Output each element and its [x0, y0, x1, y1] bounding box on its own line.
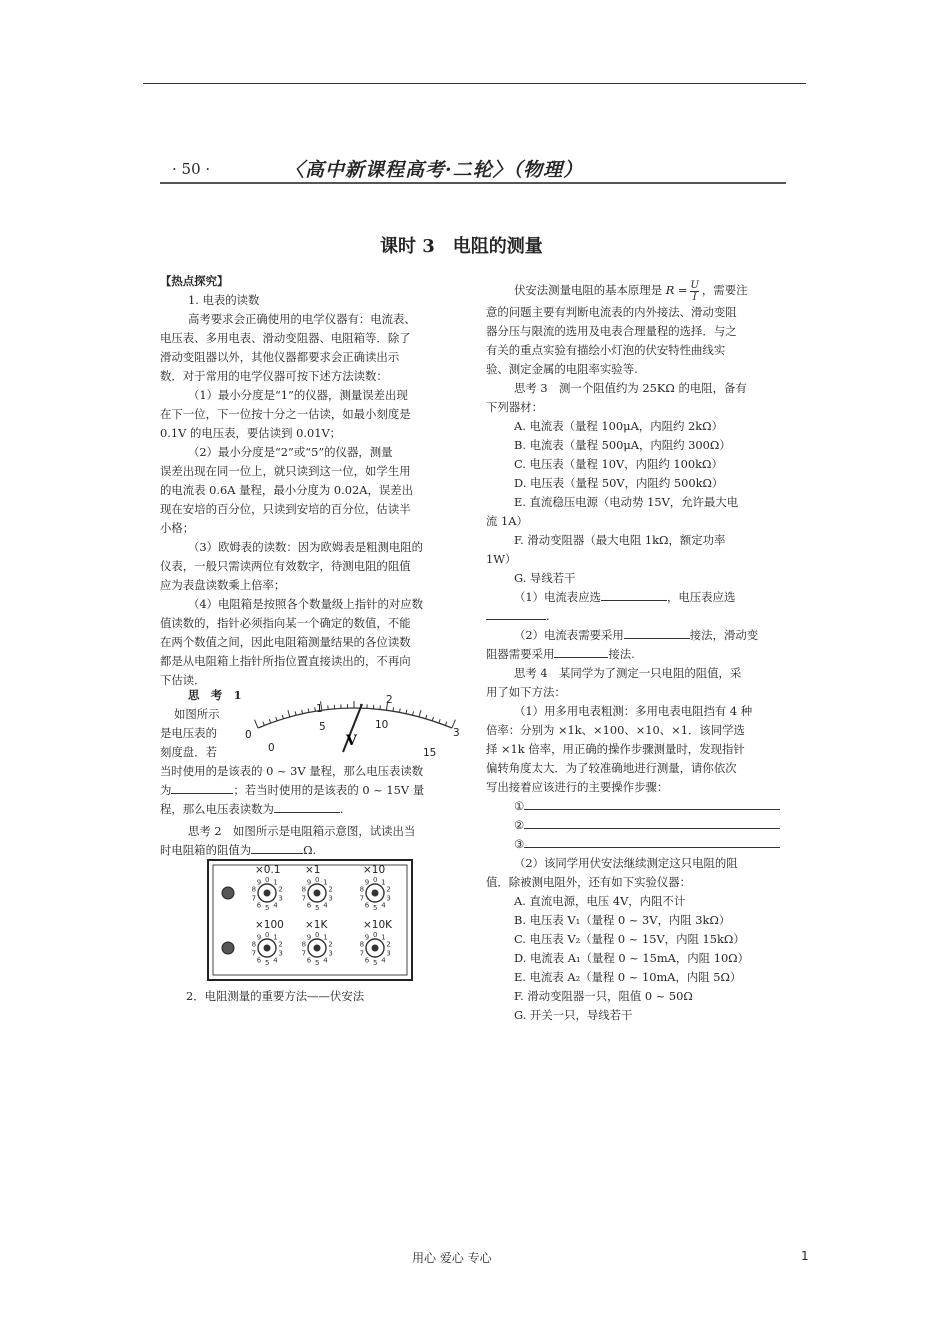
- scale-tick: [439, 719, 440, 723]
- equipment-item: F. 滑动变阻器一只，阻值 0 ~ 50Ω: [514, 988, 693, 1003]
- equipment-item: C. 电压表 V₂（量程 0 ~ 15V，内阻 15kΩ）: [514, 931, 745, 946]
- answer-blank[interactable]: [171, 781, 233, 794]
- voltmeter-dial: [240, 688, 466, 764]
- dial-digit: 5: [315, 959, 320, 967]
- dial-digit: 0: [265, 931, 270, 939]
- dial-digit: 9: [364, 878, 370, 887]
- scale-tick: [426, 715, 427, 719]
- text-line: （2）最小分度是“2”或“5”的仪器，测量: [188, 445, 393, 459]
- meter-symbol: V: [346, 733, 357, 749]
- scale-tick: [432, 717, 433, 721]
- formula-fraction: [690, 280, 698, 303]
- text-line: （2）该同学用伏安法继续测定这只电阻的阻: [514, 855, 738, 870]
- dial-hub: [372, 890, 379, 897]
- tick-label-top: 1: [316, 703, 323, 715]
- dial-digit: 2: [278, 885, 283, 894]
- equipment-item: B. 电压表 V₁（量程 0 ~ 3V，内阻 3kΩ）: [514, 912, 731, 927]
- tick-label-top: 2: [386, 694, 393, 706]
- equipment-item: G. 开关一只，导线若干: [514, 1007, 633, 1022]
- equipment-item: E. 电流表 A₂（量程 0 ~ 10mA，内阻 5Ω）: [514, 969, 742, 984]
- dial-digit: 4: [273, 956, 278, 965]
- equipment-item: C. 电压表（量程 10V，内阻约 100kΩ）: [514, 456, 723, 471]
- dial-digit: 8: [359, 940, 365, 949]
- dial-digit: 5: [265, 959, 270, 967]
- dial-digit: 2: [328, 940, 333, 949]
- text-fragment: ；若当时使用的是该表的 0 ~ 15V 量: [233, 783, 425, 797]
- text-line: 滑动变阻器以外，其他仪器都要求会正确读出示: [160, 350, 400, 364]
- text-fragment: 接法，滑动变: [689, 627, 759, 642]
- scale-tick: [419, 710, 421, 717]
- method2-line: [186, 987, 364, 1006]
- equipment-item: B. 电流表（量程 500μA，内阻约 300Ω）: [514, 437, 731, 452]
- text-line: 思考 4 某同学为了测定一只电阻的阻值，采: [514, 665, 742, 680]
- step-marker: ①: [514, 798, 525, 813]
- text-line: 2．电阻测量的重要方法——伏安法: [186, 989, 365, 1003]
- dial-digit: 4: [381, 956, 386, 965]
- text-fragment: 为: [160, 783, 172, 797]
- page-number: · 50 ·: [172, 160, 211, 178]
- dial-digit: 5: [265, 904, 270, 912]
- text-line: 是电压表的: [160, 726, 217, 740]
- dial-digit: 9: [256, 878, 262, 887]
- dial-digit: 5: [373, 959, 378, 967]
- answer-blank[interactable]: [274, 800, 340, 813]
- think1-question: [160, 762, 466, 860]
- dial-digit: 8: [251, 885, 257, 894]
- text-line: 择 ×1k 倍率，用正确的操作步骤测量时，发现指针: [486, 741, 745, 756]
- text-fragment: 阻器需要采用: [486, 646, 555, 661]
- dial-digit: 7: [251, 894, 257, 903]
- dial-digit: 3: [328, 894, 333, 903]
- text-fragment: .: [339, 802, 344, 816]
- left-column: [160, 272, 466, 690]
- tick-label-bottom: 15: [423, 747, 437, 759]
- dial-digit: 4: [273, 901, 278, 910]
- answer-blank[interactable]: [251, 841, 303, 854]
- scale-tick: [308, 708, 309, 712]
- dial-hub: [264, 945, 271, 952]
- text-line: 都是从电阻箱上指针所指位置直接读出的，不再向: [160, 654, 411, 668]
- text-line: 用了如下方法：: [486, 684, 566, 699]
- text-line: 数．对于常用的电学仪器可按下述方法读数：: [160, 369, 388, 383]
- scale-tick: [399, 708, 400, 712]
- right-column: [486, 279, 792, 1025]
- dial-multiplier-label: ×1K: [305, 919, 328, 931]
- dial-digit: 4: [323, 901, 328, 910]
- dial-digit: 8: [359, 885, 365, 894]
- text-fragment: 程，那么电压表读数为: [160, 802, 274, 816]
- dial-digit: 1: [273, 933, 278, 942]
- text-fragment: 伏安法测量电阻的基本原理是: [514, 283, 663, 297]
- footer-text: 用心 爱心 专心: [412, 1251, 492, 1265]
- equipment-item: G. 导线若干: [514, 570, 576, 585]
- lesson-title: 课时 3 电阻的测量: [380, 236, 543, 257]
- dial-digit: 1: [381, 933, 386, 942]
- text-line: 思考 2 如图所示是电阻箱示意图，试读出当: [188, 824, 416, 838]
- header-rule: [160, 182, 786, 184]
- text-line: 值读数的，指针必须指向某一个确定的数值，不能: [160, 616, 411, 630]
- tick-label-bottom: 0: [268, 742, 275, 754]
- dial-digit: 7: [359, 894, 365, 903]
- dial-digit: 9: [306, 878, 312, 887]
- scale-tick: [295, 711, 296, 715]
- scale-tick: [406, 710, 407, 714]
- equipment-item: F. 滑动变阻器（最大电阻 1kΩ，额定功率: [514, 532, 726, 547]
- terminal: [222, 887, 234, 899]
- text-line: 有关的重点实验有描绘小灯泡的伏安特性曲线实: [486, 342, 726, 357]
- step-marker: ③: [514, 836, 525, 851]
- text-line: （1）用多用电表粗测：多用电表电阻挡有 4 种: [514, 703, 753, 718]
- dial-digit: 3: [328, 949, 333, 958]
- dial-digit: 0: [315, 931, 320, 939]
- dial-digit: 2: [386, 885, 391, 894]
- text-line: 写出接着应该进行的主要操作步骤：: [486, 779, 669, 794]
- step-blank[interactable]: [524, 797, 780, 810]
- scale-tick: [263, 722, 264, 726]
- dial-digit: 1: [273, 878, 278, 887]
- text-line: 下估读．: [160, 673, 206, 687]
- dial-digit: 3: [278, 894, 283, 903]
- dial-digit: 0: [373, 931, 378, 939]
- equipment-item: D. 电流表 A₁（量程 0 ~ 15mA，内阻 10Ω）: [514, 950, 750, 965]
- dial-digit: 3: [386, 894, 391, 903]
- text-fragment: ，需要注: [701, 283, 748, 297]
- text-line: 误差出现在同一位上，就只读到这一位，如学生用: [160, 464, 411, 478]
- dial-multiplier-label: ×10K: [363, 919, 393, 931]
- dial-hub: [314, 945, 321, 952]
- dial-digit: 2: [278, 940, 283, 949]
- scale-tick: [255, 720, 258, 728]
- dial-hub: [264, 890, 271, 897]
- dial-multiplier-label: ×1: [305, 864, 321, 876]
- text-line: 小格；: [160, 521, 195, 535]
- dial-digit: 3: [386, 949, 391, 958]
- text-fragment: 时电阻箱的阻值为: [160, 843, 252, 857]
- text-line: 流 1A）: [486, 513, 528, 528]
- text-line: 的电流表 0.6A 量程，最小分度为 0.02A，误差出: [160, 483, 414, 497]
- think1-heading: 思 考 1: [188, 688, 242, 702]
- dial-digit: 7: [359, 949, 365, 958]
- text-line: （3）欧姆表的读数：因为欧姆表是粗测电阻的: [188, 540, 424, 554]
- text-line: 刻度盘．若: [160, 745, 217, 759]
- tick-label-bottom: 10: [375, 719, 389, 731]
- resistance-box: [207, 859, 413, 981]
- step-marker: ②: [514, 817, 525, 832]
- text-fragment: （2）电流表需要采用: [514, 627, 624, 642]
- answer-blank[interactable]: [601, 588, 667, 601]
- answer-blank[interactable]: [624, 626, 690, 639]
- text-fragment: 接法.: [608, 646, 635, 661]
- scale-tick: [276, 717, 277, 721]
- text-fragment: Ω.: [303, 843, 317, 857]
- text-line: 当时使用的是该表的 0 ~ 3V 量程，那么电压表读数: [160, 764, 424, 778]
- text-line: 1W）: [486, 551, 517, 566]
- text-fragment: ，电压表应选: [666, 589, 736, 604]
- formula-denominator: I: [692, 291, 697, 303]
- equipment-item: A. 直流电源，电压 4V，内阻不计: [514, 893, 686, 908]
- text-line: 应为表盘读数乘上倍率；: [160, 578, 286, 592]
- text-line: 高考要求会正确使用的电学仪器有：电流表、: [188, 312, 416, 326]
- tick-label-top: 0: [245, 729, 252, 741]
- dial-digit: 6: [364, 956, 370, 965]
- text-fragment: （1）电流表应选: [514, 589, 601, 604]
- dial-hub: [314, 890, 321, 897]
- tick-label-bottom: 5: [319, 721, 326, 733]
- dial-digit: 8: [301, 885, 307, 894]
- dial-digit: 6: [306, 901, 312, 910]
- dial-digit: 9: [306, 933, 312, 942]
- top-rule: [143, 83, 806, 84]
- dial-digit: 9: [256, 933, 262, 942]
- dial-digit: 7: [251, 949, 257, 958]
- equipment-item: D. 电压表（量程 50V，内阻约 500kΩ）: [514, 475, 724, 490]
- answer-blank[interactable]: [554, 645, 608, 658]
- text-line: 1. 电表的读数: [188, 293, 260, 307]
- text-line: （1）最小分度是“1”的仪器，测量误差出现: [188, 388, 408, 402]
- answer-blank[interactable]: [486, 607, 546, 620]
- dial-multiplier-label: ×10: [363, 864, 386, 876]
- dial-digit: 2: [386, 940, 391, 949]
- text-line: 0.1V 的电压表，要估读到 0.01V；: [160, 426, 342, 440]
- dial-digit: 6: [306, 956, 312, 965]
- text-line: 如图所示: [174, 707, 220, 721]
- book-title: 〈高中新课程高考·二轮〉（物理）: [285, 159, 584, 181]
- text-line: 思考 3 测一个阻值约为 25KΩ 的电阻，备有: [514, 380, 747, 395]
- text-line: 倍率：分别为 ×1k、×100、×10、×1．该同学选: [486, 722, 745, 737]
- equipment-item: A. 电流表（量程 100μA，内阻约 2kΩ）: [514, 418, 723, 433]
- text-line: 偏转角度太大．为了较准确地进行测量，请你依次: [486, 760, 737, 775]
- dial-digit: 1: [323, 933, 328, 942]
- tick-label-top: 3: [453, 727, 460, 739]
- dial-digit: 0: [373, 876, 378, 884]
- terminal: [222, 942, 234, 954]
- dial-digit: 5: [373, 904, 378, 912]
- dial-digit: 3: [278, 949, 283, 958]
- formula-numerator: U: [690, 279, 699, 291]
- dial-digit: 8: [251, 940, 257, 949]
- text-line: 在下一位，下一位按十分之一估读，如最小刻度是: [160, 407, 411, 421]
- text-fragment: .: [546, 608, 550, 623]
- scale-tick: [269, 719, 270, 723]
- text-line: 值．除被测电阻外，还有如下实验仪器：: [486, 874, 692, 889]
- dial-digit: 4: [381, 901, 386, 910]
- text-line: 意的问题主要有判断电流表的内外接法、滑动变阻: [486, 304, 737, 319]
- dial-digit: 0: [315, 876, 320, 884]
- dial-digit: 7: [301, 949, 307, 958]
- text-line: 验、测定金属的电阻率实验等.: [486, 361, 638, 376]
- dial-multiplier-label: ×0.1: [255, 864, 281, 876]
- text-line: 在两个数值之间，因此电阻箱测量结果的各位读数: [160, 635, 411, 649]
- text-line: 下列器材：: [486, 399, 543, 414]
- footer-page-number: 1: [801, 1249, 809, 1263]
- formula-lhs: R =: [665, 283, 688, 297]
- scale-tick: [393, 707, 394, 711]
- equipment-item: E. 直流稳压电源（电动势 15V，允许最大电: [514, 494, 739, 509]
- section-heading: 【热点探究】: [160, 274, 229, 288]
- scale-tick: [288, 710, 290, 717]
- dial-digit: 2: [328, 885, 333, 894]
- text-line: 现在安培的百分位，只读到安培的百分位，估读半: [160, 502, 411, 516]
- dial-digit: 7: [301, 894, 307, 903]
- scale-tick: [413, 711, 414, 715]
- dial-hub: [372, 945, 379, 952]
- dial-digit: 1: [381, 878, 386, 887]
- text-line: 仪表，一般只需读两位有效数字，待测电阻的阻值: [160, 559, 411, 573]
- scale-tick: [445, 722, 446, 726]
- dial-digit: 9: [364, 933, 370, 942]
- dial-digit: 6: [256, 956, 262, 965]
- dial-digit: 1: [323, 878, 328, 887]
- scale-tick: [282, 715, 283, 719]
- scale-tick: [302, 710, 303, 714]
- dial-digit: 5: [315, 904, 320, 912]
- dial-digit: 0: [265, 876, 270, 884]
- dial-digit: 4: [323, 956, 328, 965]
- step-blank[interactable]: [524, 816, 780, 829]
- dial-digit: 8: [301, 940, 307, 949]
- dial-digit: 6: [364, 901, 370, 910]
- text-line: （4）电阻箱是按照各个数量级上指针的对应数: [188, 597, 424, 611]
- text-line: 电压表、多用电表、滑动变阻器、电阻箱等．除了: [160, 331, 411, 345]
- step-blank[interactable]: [524, 835, 780, 848]
- dial-multiplier-label: ×100: [255, 919, 284, 931]
- dial-digit: 6: [256, 901, 262, 910]
- text-line: 器分压与限流的选用及电表合理量程的选择．与之: [486, 323, 737, 338]
